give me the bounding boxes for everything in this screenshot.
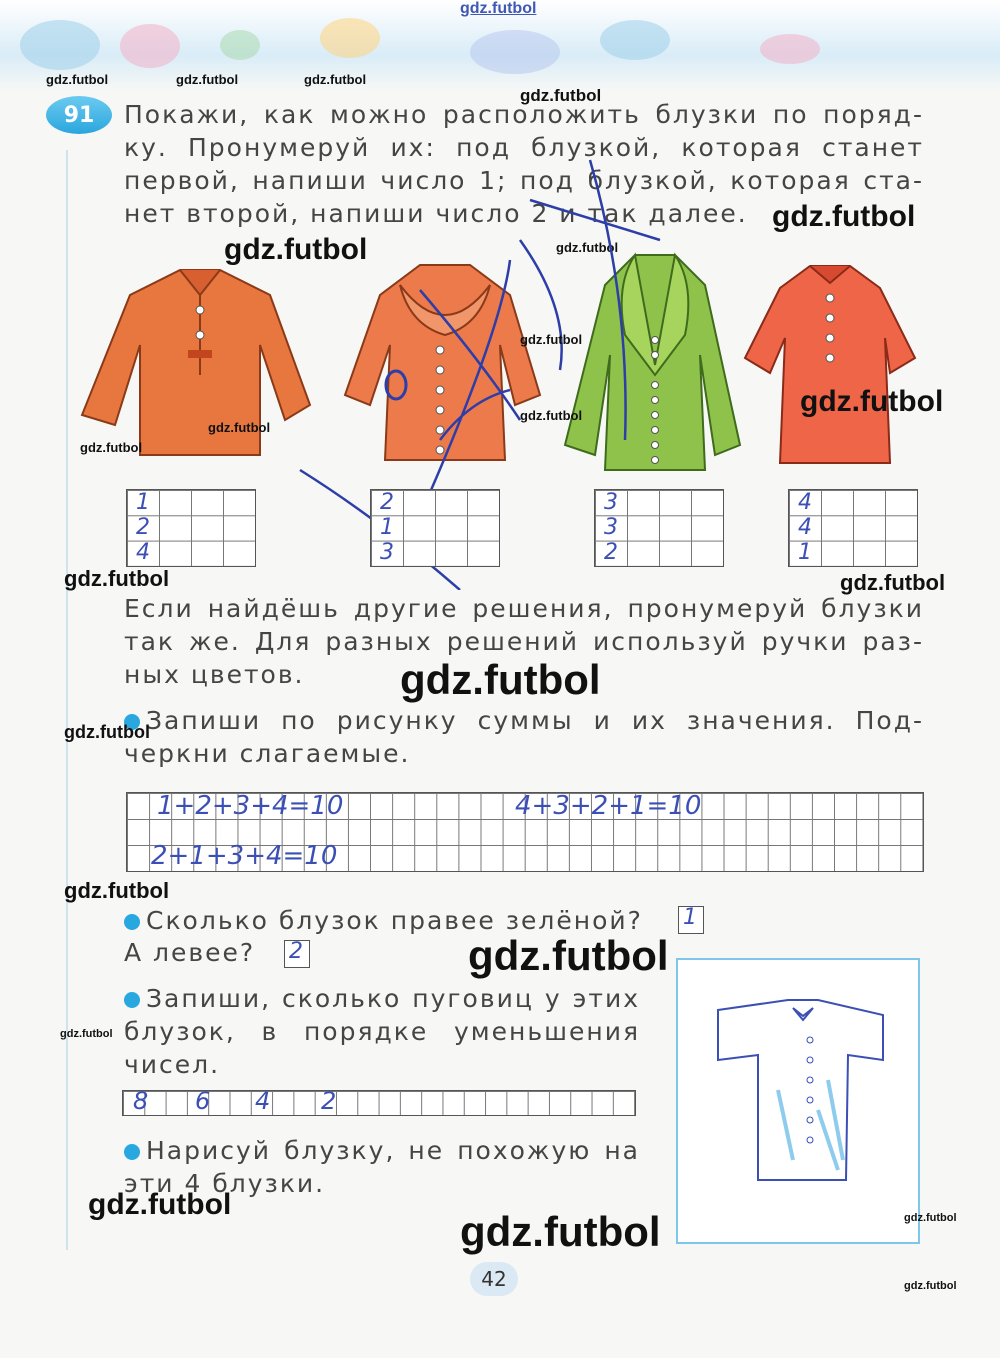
text-line: блузок, в порядке уменьшения <box>124 1017 640 1046</box>
child-blouse-drawing <box>678 960 914 1238</box>
numbering-grid[interactable] <box>370 489 500 567</box>
answer-box-left[interactable] <box>284 940 310 968</box>
text-line: так же. Для разных решений используй ручки раз- <box>124 627 924 656</box>
watermark: gdz.futbol <box>556 240 619 255</box>
handwritten-count: 4 <box>255 1087 271 1115</box>
handwritten-count: 8 <box>133 1087 149 1115</box>
watermark: gdz.futbol <box>64 722 150 742</box>
bullet-dot <box>124 1144 140 1160</box>
watermark: gdz.futbol <box>224 233 368 266</box>
text-line: нет второй, напиши число 2 и так далее. <box>124 199 748 228</box>
watermark: gdz.futbol <box>520 408 583 423</box>
watermark: gdz.futbol <box>60 1028 113 1040</box>
handwritten-sum: 4+3+2+1=10 <box>515 791 702 821</box>
handwritten-answer: 1 <box>683 905 697 930</box>
drawing-area[interactable] <box>676 958 920 1244</box>
watermark: gdz.futbol <box>64 878 170 903</box>
numbering-grid[interactable] <box>788 489 918 567</box>
handwritten-answer: 2 <box>289 939 303 964</box>
numbering-grid[interactable] <box>594 489 724 567</box>
text-line: Запиши по рисунку суммы и их значения. Под- <box>146 706 924 735</box>
sums-instruction <box>124 704 924 770</box>
handwritten-sum: 1+2+3+4=10 <box>157 791 344 821</box>
watermark: gdz.futbol <box>904 1212 957 1224</box>
text-line: Запиши, сколько пуговиц у этих <box>146 984 640 1013</box>
watermark: gdz.futbol <box>772 200 916 233</box>
watermark: gdz.futbol <box>304 72 367 87</box>
text-line: Покажи, как можно расположить блузки по поряд- <box>124 100 924 129</box>
numbering-grid[interactable] <box>126 489 256 567</box>
handwritten-number: 1 2 4 <box>136 490 150 565</box>
watermark: gdz.futbol <box>88 1188 232 1221</box>
answer-box-right[interactable] <box>678 906 704 934</box>
buttons-instruction <box>124 982 640 1081</box>
watermark: gdz.futbol <box>468 932 669 979</box>
top-watermark: gdz.futbol <box>460 0 537 17</box>
watermark: gdz.futbol <box>904 1280 957 1292</box>
bullet-dot <box>124 914 140 930</box>
blouse-red-short <box>740 258 920 473</box>
watermark: gdz.futbol <box>800 385 944 418</box>
handwritten-number: 2 1 3 <box>380 490 394 565</box>
text-line: черкни слагаемые. <box>124 739 411 768</box>
bullet-dot <box>124 992 140 1008</box>
handwritten-number: 4 4 1 <box>798 490 812 565</box>
button-count-strip[interactable] <box>122 1087 636 1116</box>
text-line: Если найдёшь другие решения, пронумеруй блузки <box>124 594 924 623</box>
question-left: А левее? <box>124 938 256 967</box>
watermark: gdz.futbol <box>520 86 602 105</box>
watermark: gdz.futbol <box>46 72 109 87</box>
text-line: первой, напиши число 1; под блузкой, которая ста- <box>124 166 924 195</box>
watermark: gdz.futbol <box>208 420 271 435</box>
watermark: gdz.futbol <box>80 440 143 455</box>
watermark: gdz.futbol <box>520 332 583 347</box>
question-right: Сколько блузок правее зелёной? <box>124 904 643 937</box>
handwritten-count: 2 <box>321 1087 337 1115</box>
watermark: gdz.futbol <box>64 566 170 591</box>
text-line: чисел. <box>124 1050 221 1079</box>
margin-line <box>66 150 68 1250</box>
text-line: ных цветов. <box>124 660 305 689</box>
sums-grid[interactable] <box>126 792 924 872</box>
watermark: gdz.futbol <box>840 570 946 595</box>
task-number-badge: 91 <box>46 96 112 134</box>
text-line: Нарисуй блузку, не похожую на <box>146 1136 640 1165</box>
page-number: 42 <box>470 1262 518 1296</box>
watermark: gdz.futbol <box>176 72 239 87</box>
handwritten-number: 3 3 2 <box>604 490 618 565</box>
text-line: ку. Пронумеруй их: под блузкой, которая станет <box>124 133 924 162</box>
watermark: gdz.futbol <box>460 1208 661 1255</box>
handwritten-sum: 2+1+3+4=10 <box>151 841 338 871</box>
watermark: gdz.futbol <box>400 656 601 703</box>
handwritten-count: 6 <box>195 1087 211 1115</box>
text-line: эти 4 блузки. <box>124 1169 326 1198</box>
